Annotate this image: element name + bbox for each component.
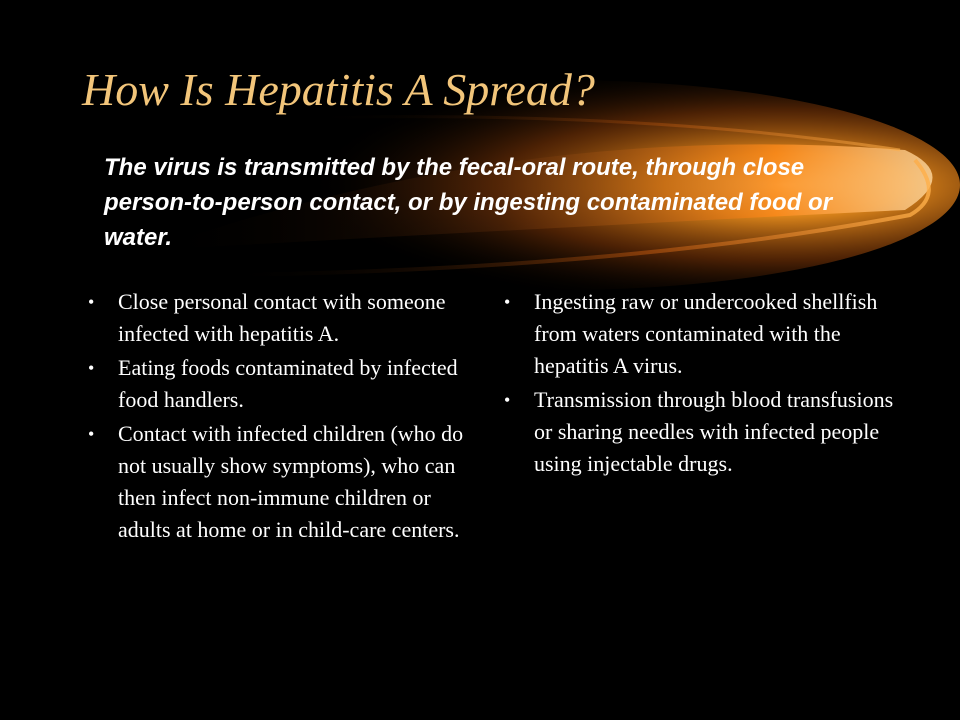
- list-item: [84, 418, 484, 546]
- slide-title: How Is Hepatitis A Spread?: [82, 64, 595, 115]
- list-item: [84, 352, 484, 416]
- bullet-icon: •: [504, 390, 511, 410]
- bullet-icon: •: [88, 292, 95, 312]
- bullet-text: Eating foods contaminated by infected food handlers.: [118, 355, 458, 412]
- list-item: [500, 286, 900, 382]
- list-item: [84, 286, 484, 350]
- bullet-text: Transmission through blood transfusions or sharing needles with infected people using injectable drugs.: [534, 387, 894, 476]
- bullet-icon: •: [88, 424, 95, 444]
- bullet-text: Close personal contact with someone infected with hepatitis A.: [118, 289, 446, 346]
- slide-subtitle: The virus is transmitted by the fecal-oral route, through close person-to-person contact, or by ingesting contaminated food or water.: [104, 154, 833, 251]
- bullet-text: Contact with infected children (who do not usually show symptoms), who can then infect non-immune children or adults at home or in child-care centers.: [118, 421, 464, 542]
- bullet-icon: •: [88, 358, 95, 378]
- right-bullet-list: [500, 286, 900, 482]
- list-item: [500, 384, 900, 480]
- left-bullet-list: [84, 286, 484, 548]
- bullet-text: Ingesting raw or undercooked shellfish from waters contaminated with the hepatitis A virus.: [534, 289, 878, 378]
- bullet-icon: •: [504, 292, 511, 312]
